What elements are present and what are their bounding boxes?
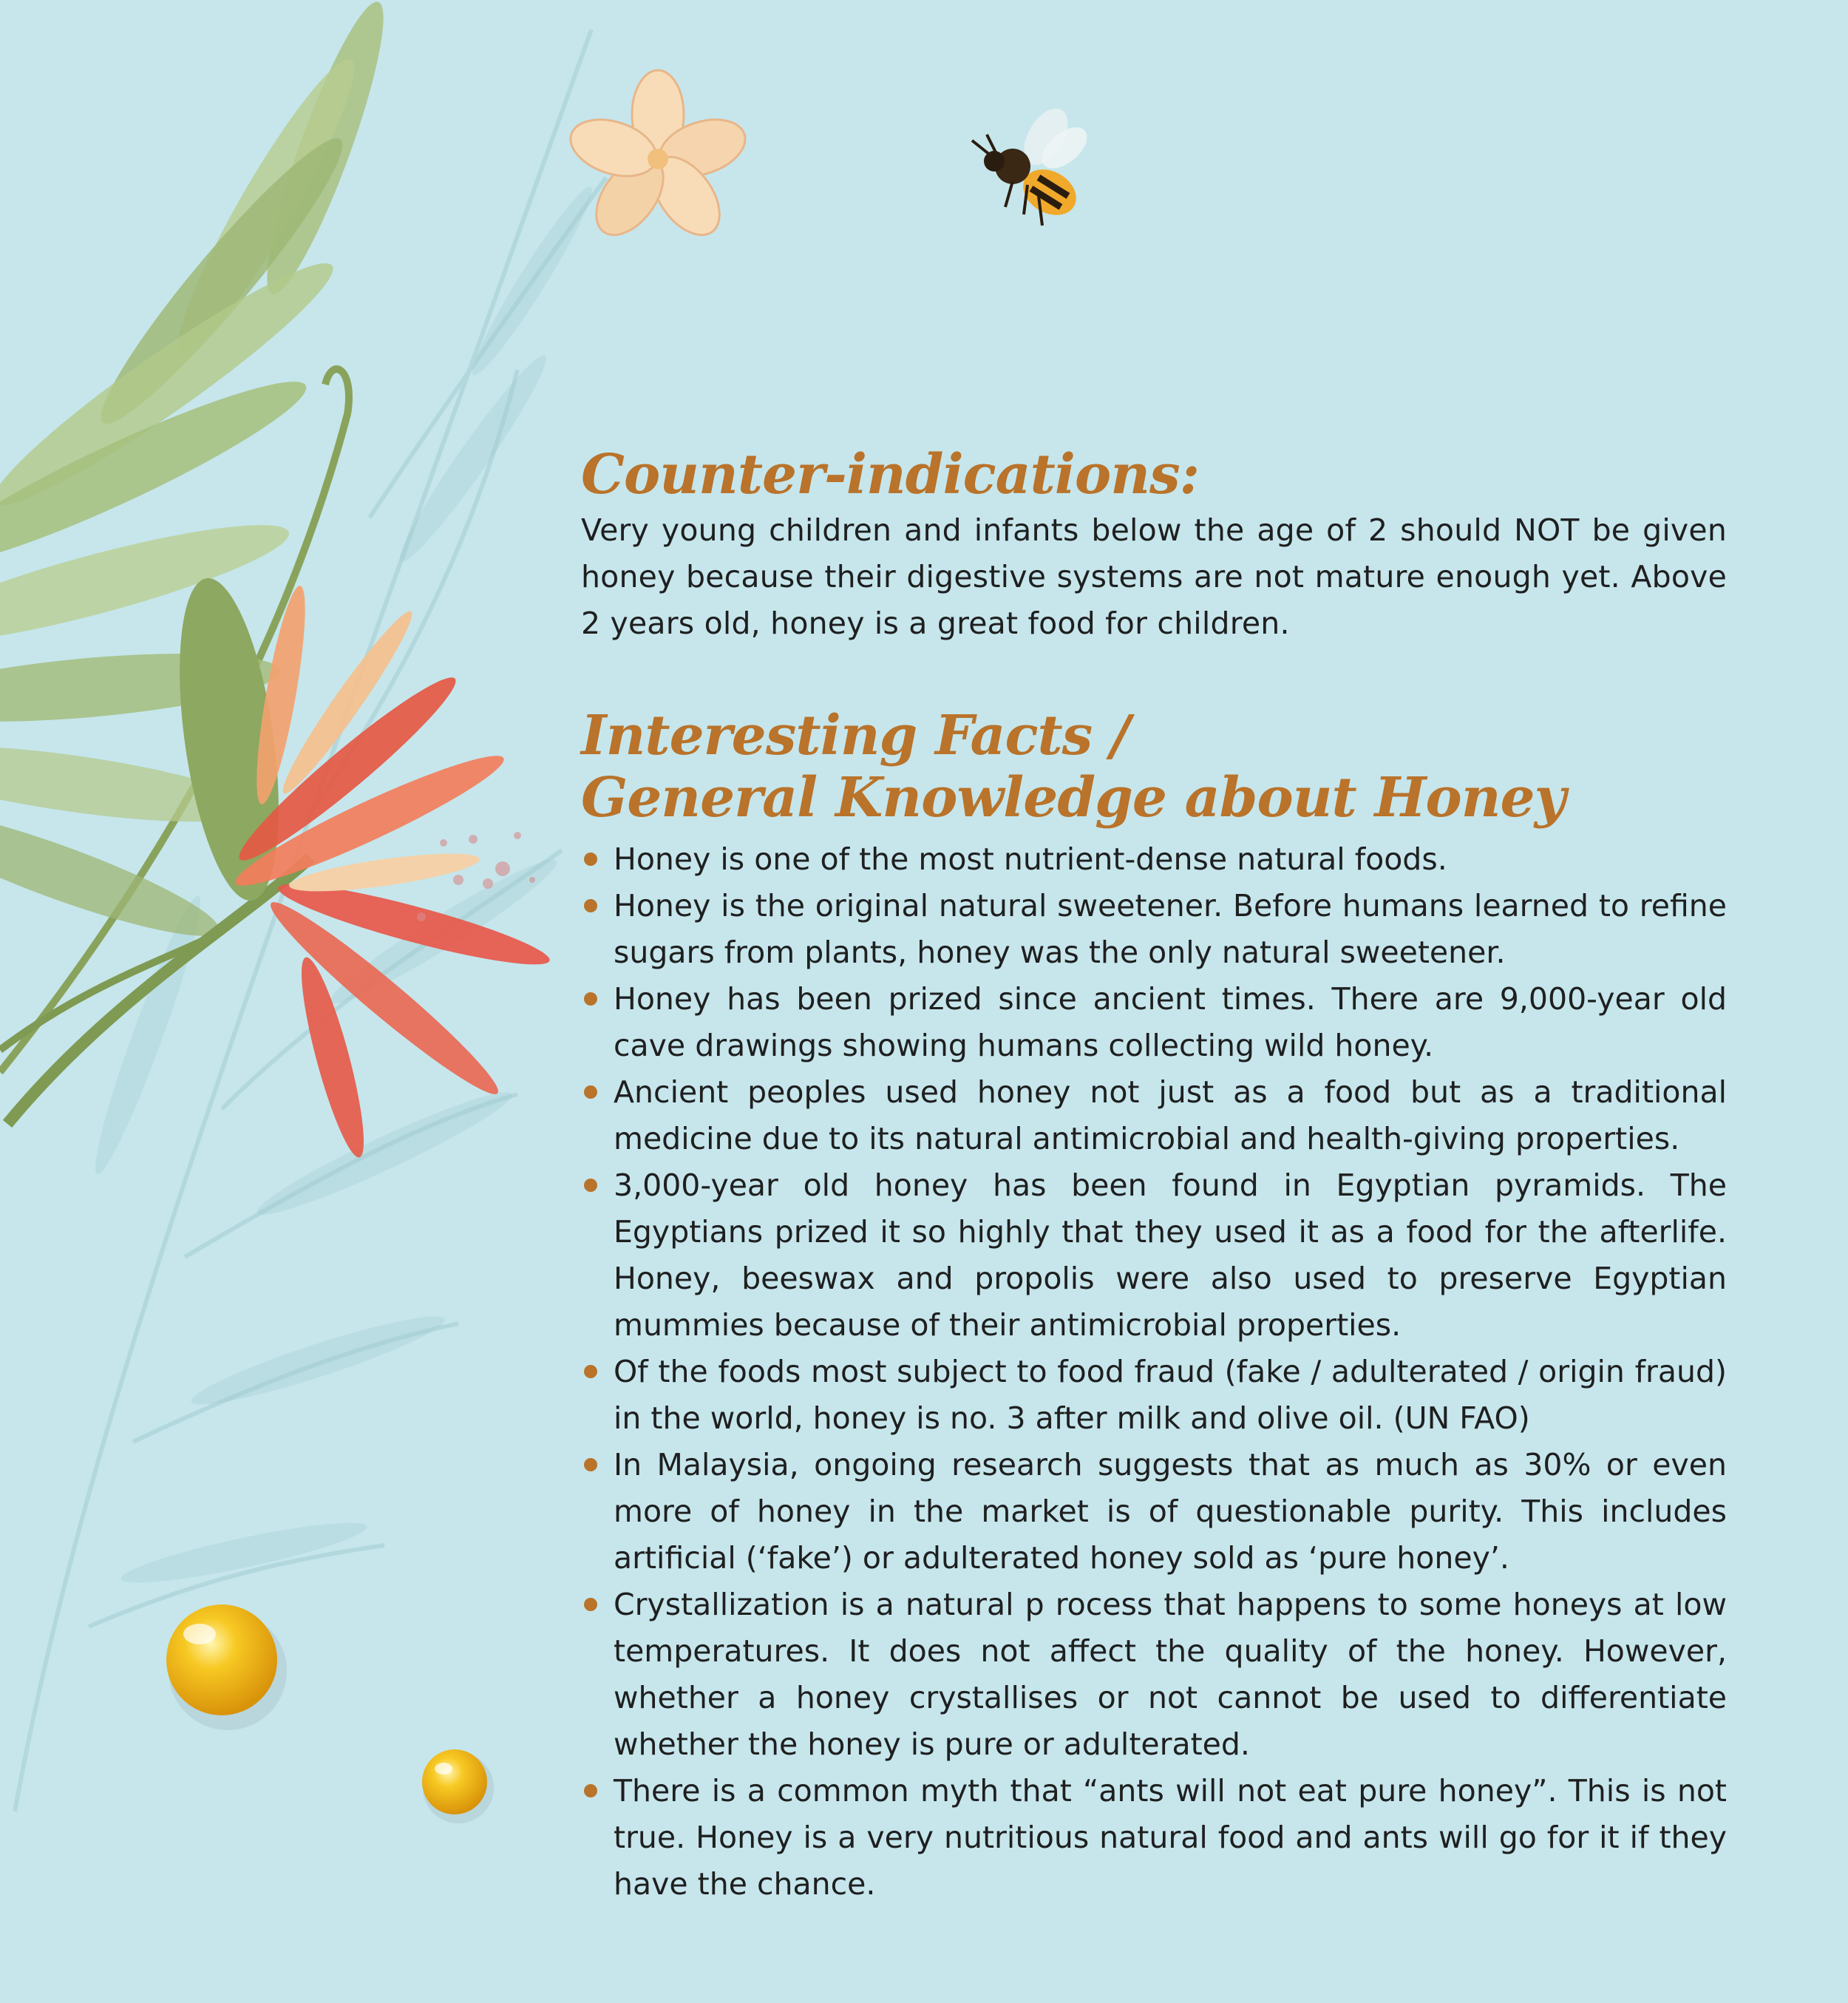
bullet-icon [584, 1085, 597, 1099]
counter-indications-heading: Counter-indications: [581, 443, 1200, 506]
bullet-icon [584, 1598, 597, 1611]
counter-indications-section [581, 444, 1727, 647]
interesting-facts-heading [581, 705, 1727, 829]
list-item: Ancient peoples used honey not just as a food but as a traditional medicine due to its natural antimicrobial and health-giving properties. [581, 1069, 1727, 1162]
list-item: Of the foods most subject to food fraud (fake / adulterated / origin fraud) in the world, honey is no. 3 after milk and olive oil. (UN FAO) [581, 1349, 1727, 1442]
list-item: In Malaysia, ongoing research suggests that as much as 30% or even more of honey in the market is of questionable purity. This includes artificial (‘fake’) or adulterated honey sold as ‘pure honey’. [581, 1442, 1727, 1582]
bullet-icon [584, 1365, 597, 1378]
interesting-facts-section [581, 705, 1727, 1908]
bullet-icon [584, 1458, 597, 1471]
frangipani-flower [563, 70, 753, 247]
list-item: 3,000-year old honey has been found in Egyptian pyramids. The Egyptians prized it so highly that they used it as a food for the afterlife. Honey, beeswax and propolis were also used to preserve Egyptian mummies because of their antimicrobial properties. [581, 1162, 1727, 1349]
bullet-icon [584, 1784, 597, 1797]
counter-indications-text: Very young children and infants below the age of 2 should NOT be given honey because their digestive systems are not mature enough yet. Above 2 years old, honey is a great food for children. [581, 512, 1727, 641]
honey-drop-large [166, 1604, 287, 1730]
list-item: Honey has been prized since ancient times. There are 9,000-year old cave drawings showing humans collecting wild honey. [581, 976, 1727, 1069]
facts-list [581, 836, 1727, 1908]
bullet-icon [584, 1179, 597, 1192]
facts-heading-line2: General Knowledge about Honey [581, 766, 1566, 830]
bullet-icon [584, 992, 597, 1006]
honey-drop-small [422, 1749, 494, 1823]
facts-heading-line1: Interesting Facts / [581, 704, 1130, 767]
main-content [581, 444, 1727, 1908]
bullet-icon [584, 853, 597, 866]
list-item: Honey is one of the most nutrient-dense natural foods. [581, 836, 1727, 883]
list-item: Crystallization is a natural p rocess that happens to some honeys at low temperatures. It does not affect the quality of the honey. However, whether a honey crystallises or not cannot be used to differentiate whether the honey is pure or adulterated. [581, 1582, 1727, 1768]
list-item: Honey is the original natural sweetener. Before humans learned to refine sugars from plants, honey was the only natural sweetener. [581, 883, 1727, 976]
list-item: There is a common myth that “ants will not eat pure honey”. This is not true. Honey is a very nutritious natural food and ants will go for it if they have the chance. [581, 1768, 1727, 1908]
bullet-icon [584, 899, 597, 912]
bee-icon [972, 101, 1094, 226]
